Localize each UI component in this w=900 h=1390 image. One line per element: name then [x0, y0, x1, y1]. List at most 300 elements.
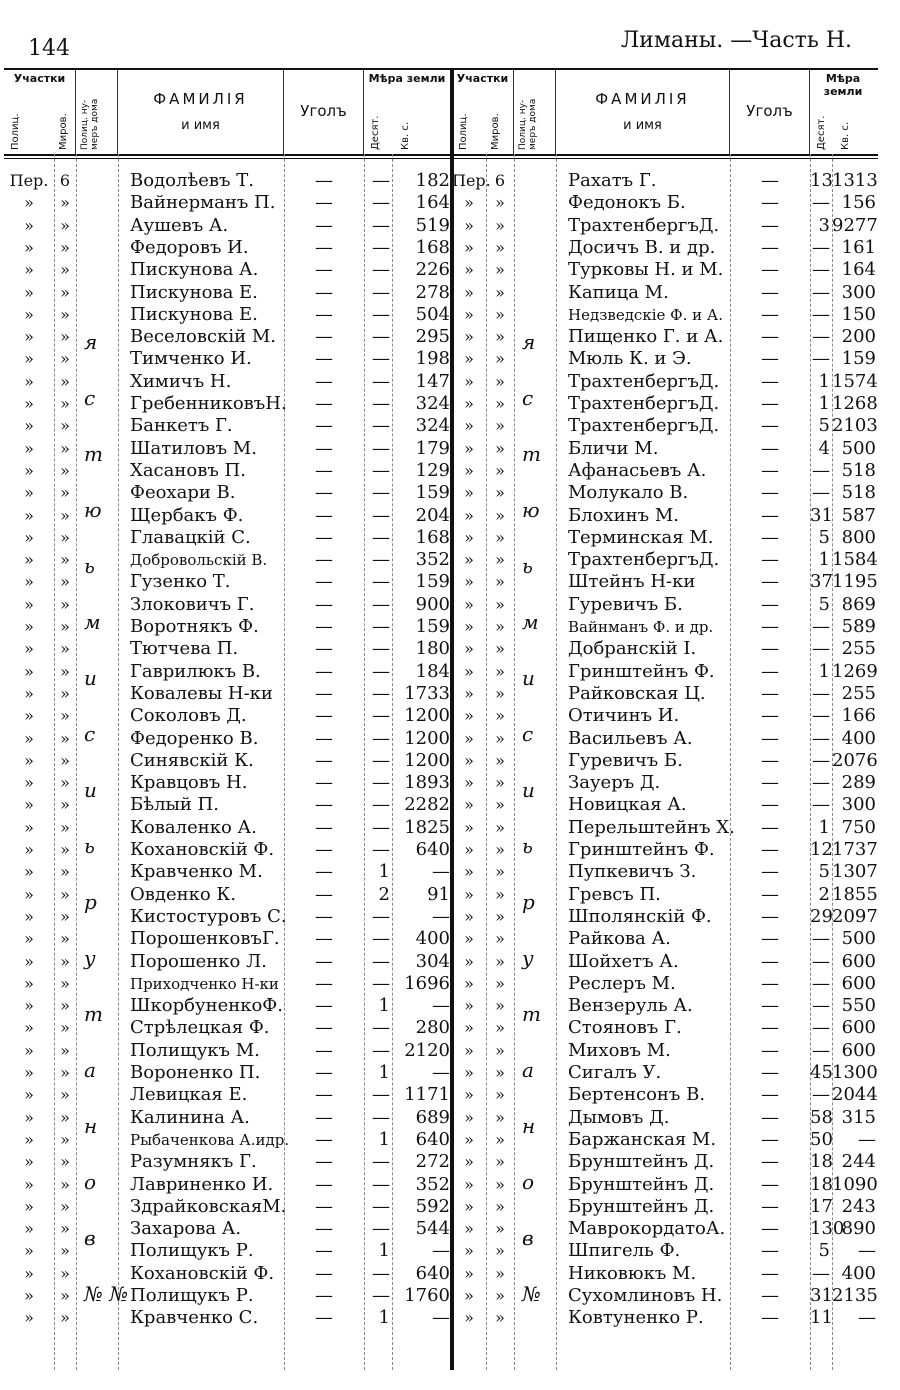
right-cell-m: » [495, 728, 505, 748]
left-cell-u: — [315, 772, 333, 794]
right-cell-d: 5 [818, 1240, 830, 1262]
left-cell-k: 159 [415, 482, 450, 504]
left-table-row [4, 304, 452, 326]
left-cell-m: » [60, 973, 70, 993]
left-cell-m: » [60, 906, 70, 926]
left-cell-u: — [315, 1039, 333, 1061]
left-cell-name: Тимченко И. [130, 348, 252, 370]
right-cell-d: — [812, 281, 830, 303]
left-familia-header [118, 70, 284, 154]
right-cell-d: — [812, 348, 830, 370]
left-cell-p: » [24, 215, 34, 235]
right-cell-d: — [812, 482, 830, 504]
right-cell-d: — [812, 259, 830, 281]
left-cell-u: — [315, 1151, 333, 1173]
right-cell-name: Терминская М. [568, 526, 714, 548]
left-street-letter: № № [84, 1282, 129, 1306]
right-cell-p: » [464, 505, 474, 525]
left-cell-name: Феохари В. [130, 482, 236, 504]
left-cell-name: Главацкій С. [130, 526, 251, 548]
right-cell-u: — [761, 459, 779, 481]
left-cell-name: Рыбаченкова А.идр. [130, 1130, 290, 1149]
left-table-row [4, 906, 452, 928]
right-cell-k: 518 [841, 459, 876, 481]
left-cell-m: » [60, 438, 70, 458]
right-cell-u: — [761, 616, 779, 637]
left-cell-k: 900 [415, 593, 450, 615]
right-cell-p: » [464, 929, 474, 949]
left-cell-m: » [60, 617, 70, 636]
right-ugol-header [730, 70, 810, 154]
left-cell-k: 640 [415, 1262, 450, 1284]
right-cell-p: » [464, 1107, 474, 1127]
right-cell-m: » [495, 1129, 505, 1149]
right-table-row [452, 839, 878, 861]
left-cell-u: — [315, 905, 333, 927]
right-cell-p: » [464, 884, 474, 904]
right-table-row [452, 638, 878, 660]
right-cell-m: » [495, 973, 505, 993]
left-cell-p: » [24, 1286, 34, 1305]
right-cell-u: — [761, 1062, 779, 1083]
left-cell-name: Вайнерманъ П. [130, 192, 276, 214]
right-cell-u: — [761, 370, 779, 392]
left-street-letter: т [84, 1002, 103, 1026]
right-cell-name: ТрахтенбергъД. [568, 370, 720, 392]
right-cell-u: — [761, 727, 779, 749]
left-cell-k: 280 [415, 1017, 450, 1039]
left-cell-p: » [24, 1063, 34, 1082]
left-cell-d: — [372, 170, 390, 191]
right-cell-d: — [812, 1262, 830, 1284]
left-cell-d: — [372, 772, 390, 794]
right-cell-u: — [761, 705, 779, 727]
left-cell-k: 179 [415, 437, 450, 459]
right-cell-name: Турковы Н. и М. [568, 259, 724, 281]
left-cell-d: — [372, 905, 390, 927]
left-cell-d: 1 [378, 1240, 390, 1262]
right-mera-header [810, 70, 876, 154]
right-cell-name: Перельштейнъ Х. [568, 816, 735, 838]
right-cell-m: » [495, 661, 505, 681]
left-table-row [4, 728, 452, 750]
right-cell-m: » [495, 572, 505, 592]
left-cell-p: » [24, 505, 34, 525]
left-cell-d: — [372, 950, 390, 972]
left-cell-k: 352 [415, 1173, 450, 1195]
left-cell-u: — [315, 437, 333, 459]
page-number: 144 [28, 36, 70, 61]
left-street-letter: о [84, 1170, 97, 1194]
left-cell-u: — [315, 950, 333, 972]
right-cell-d: — [812, 950, 830, 972]
right-cell-k: 400 [841, 727, 876, 749]
left-cell-u: — [315, 459, 333, 481]
right-table-row [452, 1218, 878, 1240]
left-cell-u: — [315, 705, 333, 727]
left-cell-name: Федоровъ И. [130, 236, 249, 258]
right-cell-u: — [761, 593, 779, 615]
right-cell-m: » [495, 996, 505, 1016]
right-cell-p: » [464, 1152, 474, 1172]
left-table-row [4, 1174, 452, 1196]
right-cell-u: — [761, 1195, 779, 1217]
left-cell-m: » [60, 460, 70, 480]
left-cell-p: » [24, 1152, 34, 1172]
right-cell-d: — [812, 616, 830, 637]
left-cell-p: » [24, 1107, 34, 1127]
left-table-row [4, 1129, 452, 1151]
right-table-row [452, 237, 878, 259]
left-cell-k: 592 [415, 1195, 450, 1217]
right-cell-m: » [495, 438, 505, 458]
right-cell-m: » [495, 327, 505, 347]
left-cell-u: — [315, 549, 333, 571]
right-nomer-header [514, 70, 556, 154]
left-cell-d: 1 [378, 1062, 390, 1083]
left-cell-d: — [372, 214, 390, 236]
left-cell-p: » [24, 639, 34, 659]
left-cell-d: — [372, 1285, 390, 1306]
right-cell-name: Райковская Ц. [568, 682, 706, 704]
right-familia-header [556, 70, 730, 154]
right-street-letter: о [522, 1170, 535, 1194]
left-polits-label: Полиц. [10, 113, 21, 150]
left-cell-m: » [60, 706, 70, 726]
right-cell-k: 1307 [832, 861, 878, 883]
left-cell-m: » [60, 1263, 70, 1283]
right-header-rule [452, 154, 878, 156]
right-cell-m: » [495, 282, 505, 302]
right-cell-k: 315 [841, 1106, 876, 1128]
left-cell-u: — [315, 259, 333, 281]
right-cell-m: » [495, 349, 505, 369]
right-cell-u: — [761, 1285, 779, 1306]
right-cell-k: 1737 [832, 839, 878, 860]
left-cell-k: 324 [415, 393, 450, 414]
left-table-row [4, 839, 452, 861]
left-cell-p: » [24, 1018, 34, 1038]
right-cell-d: — [812, 682, 830, 704]
right-table-row [452, 282, 878, 304]
left-cell-name: Разумнякъ Г. [130, 1151, 257, 1173]
right-table-row [452, 371, 878, 393]
right-cell-name: Райкова А. [568, 928, 671, 950]
left-cell-d: — [372, 259, 390, 281]
left-cell-k: 1171 [404, 1084, 450, 1106]
left-cell-u: — [315, 593, 333, 615]
left-cell-d: — [372, 816, 390, 838]
left-table-row [4, 638, 452, 660]
left-header-rule [4, 154, 452, 156]
right-cell-k: 2076 [832, 749, 878, 771]
left-uchastki-label: Участки [13, 72, 66, 85]
left-cell-k: 278 [415, 281, 450, 303]
left-cell-m: » [60, 505, 70, 525]
left-table-row [4, 817, 452, 839]
right-cell-p: » [464, 438, 474, 458]
right-cell-u: — [761, 549, 779, 571]
left-table-row [4, 282, 452, 304]
right-cell-p: Пер. [452, 171, 491, 190]
right-cell-m: » [495, 237, 505, 257]
right-cell-m: » [495, 304, 505, 324]
right-cell-m: » [495, 1018, 505, 1038]
right-table-row [452, 616, 878, 638]
right-cell-u: — [761, 393, 779, 414]
right-cell-d: 1 [818, 816, 830, 838]
right-cell-k: 289 [841, 772, 876, 794]
right-cell-k: 2044 [832, 1084, 878, 1106]
right-cell-name: Афанасьевъ А. [568, 459, 707, 481]
left-cell-u: — [315, 236, 333, 258]
left-cell-m: » [60, 282, 70, 302]
left-cell-p: » [24, 661, 34, 681]
right-cell-u: — [761, 638, 779, 660]
right-cell-u: — [761, 1084, 779, 1106]
right-cell-d: 5 [818, 593, 830, 615]
right-cell-name: Реслеръ М. [568, 972, 676, 994]
left-cell-k: 1200 [404, 727, 450, 749]
right-cell-k: 1313 [832, 170, 878, 191]
left-cell-d: — [372, 638, 390, 660]
right-table-row [452, 1062, 878, 1084]
left-cell-m: » [60, 1241, 70, 1261]
right-cell-d: 12 [810, 839, 833, 860]
right-cell-m: » [495, 750, 505, 770]
right-cell-k: 1268 [832, 393, 878, 414]
right-cell-d: — [812, 1084, 830, 1106]
left-cell-m: » [60, 661, 70, 681]
right-table-row [452, 1129, 878, 1151]
right-cell-k: 500 [841, 928, 876, 950]
right-cell-m: » [495, 1219, 505, 1239]
right-cell-k: 1574 [832, 370, 878, 392]
left-street-letter: и [84, 778, 97, 802]
right-cell-k: 1269 [832, 660, 878, 682]
left-cell-d: — [372, 1106, 390, 1128]
right-cell-u: — [761, 348, 779, 370]
right-cell-m: » [495, 617, 505, 636]
right-cell-u: — [761, 303, 779, 325]
left-cell-name: Водолѣевъ Т. [130, 170, 254, 191]
right-cell-m: » [495, 594, 505, 614]
right-street-letter: у [522, 946, 534, 970]
left-cell-k: 689 [415, 1106, 450, 1128]
right-cell-name: Ковтуненко Р. [568, 1307, 704, 1329]
right-cell-k: 750 [841, 816, 876, 838]
right-cell-m: » [495, 773, 505, 793]
left-cell-m: » [60, 1196, 70, 1216]
right-cell-p: » [464, 416, 474, 436]
left-cell-name: Овденко К. [130, 883, 237, 905]
left-table-row [4, 928, 452, 950]
left-cell-m: » [60, 1107, 70, 1127]
left-cell-name: Кравцовъ Н. [130, 772, 248, 794]
left-table-row [4, 1263, 452, 1285]
left-table-row [4, 1017, 452, 1039]
left-cell-u: — [315, 571, 333, 593]
left-cell-u: — [315, 928, 333, 950]
left-cell-d: — [372, 236, 390, 258]
left-cell-d: 1 [378, 1128, 390, 1150]
left-cell-m: » [60, 929, 70, 949]
left-cell-d: — [372, 437, 390, 459]
left-table-row [4, 1218, 452, 1240]
right-cell-d: 58 [810, 1106, 833, 1128]
left-cell-p: » [24, 996, 34, 1016]
right-table-row [452, 415, 878, 437]
left-table-row [4, 1196, 452, 1218]
right-cell-k: 200 [841, 326, 876, 348]
right-table-row [452, 393, 878, 415]
left-cell-m: » [60, 1174, 70, 1194]
left-cell-p: » [24, 773, 34, 793]
right-cell-k: 600 [841, 972, 876, 994]
left-table-row [4, 750, 452, 772]
left-mera-header [364, 70, 450, 154]
right-cell-u: — [761, 214, 779, 236]
left-cell-p: » [24, 951, 34, 971]
right-cell-d: — [812, 772, 830, 794]
left-cell-name: Пискунова Е. [130, 303, 258, 325]
right-street-letter: я [522, 330, 536, 354]
left-cell-p: » [24, 795, 34, 815]
left-cell-k: 180 [415, 638, 450, 660]
left-cell-u: — [315, 682, 333, 704]
right-cell-d: 18 [810, 1173, 833, 1195]
left-cell-name: Синявскій К. [130, 749, 254, 771]
right-cell-m: » [495, 1286, 505, 1305]
right-cell-p: » [464, 237, 474, 257]
left-cell-u: — [315, 1285, 333, 1306]
right-cell-d: — [812, 749, 830, 771]
right-table-row [452, 951, 878, 973]
right-cell-name: Шойхетъ А. [568, 950, 679, 972]
right-table-row [452, 326, 878, 348]
right-cell-p: » [464, 1308, 474, 1328]
left-cell-d: — [372, 348, 390, 370]
left-cell-m: » [60, 639, 70, 659]
right-cell-k: 600 [841, 1017, 876, 1039]
right-cell-m: » [495, 260, 505, 280]
right-cell-p: » [464, 661, 474, 681]
left-cell-u: — [315, 170, 333, 191]
right-cell-u: — [761, 883, 779, 905]
left-table-row [4, 438, 452, 460]
left-cell-p: » [24, 617, 34, 636]
left-cell-m: » [60, 1129, 70, 1149]
left-cell-m: » [60, 1085, 70, 1105]
right-cell-name: Добранскій І. [568, 638, 697, 660]
right-street-letter: ь [522, 554, 533, 578]
right-cell-m: » [495, 394, 505, 413]
right-table-row [452, 527, 878, 549]
left-cell-k: 1825 [404, 816, 450, 838]
right-cell-name: Пищенко Г. и А. [568, 326, 724, 348]
left-cell-m: » [60, 795, 70, 815]
left-cell-d: — [372, 1195, 390, 1217]
left-table-row [4, 1151, 452, 1173]
left-street-letter: н [84, 1114, 98, 1138]
right-cell-p: » [464, 327, 474, 347]
right-cell-k: 1300 [832, 1062, 878, 1083]
left-cell-p: » [24, 683, 34, 703]
right-cell-k: 2103 [832, 415, 878, 437]
right-cell-p: » [464, 572, 474, 592]
left-street-letter: с [84, 386, 96, 410]
left-cell-d: — [372, 415, 390, 437]
right-cell-name: ТрахтенбергъД. [568, 214, 720, 236]
right-cell-u: — [761, 415, 779, 437]
left-cell-k: 1696 [404, 972, 450, 994]
left-cell-p: » [24, 1174, 34, 1194]
left-cell-u: — [315, 727, 333, 749]
right-cell-name: Вензеруль А. [568, 995, 693, 1017]
right-cell-u: — [761, 816, 779, 838]
right-street-letter: ь [522, 834, 533, 858]
left-cell-k: 640 [415, 1128, 450, 1150]
right-cell-m: » [495, 371, 505, 391]
right-cell-p: » [464, 460, 474, 480]
right-table-row [452, 661, 878, 683]
right-familia-label: ФАМИЛІЯ [595, 90, 690, 108]
left-cell-k: 129 [415, 459, 450, 481]
left-cell-m: » [60, 1040, 70, 1060]
right-mirov-label: Миров. [490, 113, 501, 150]
left-cell-p: » [24, 438, 34, 458]
right-street-letter: ю [522, 498, 540, 522]
left-cell-u: — [315, 504, 333, 526]
right-cell-p: » [464, 1129, 474, 1149]
right-cell-p: » [464, 750, 474, 770]
left-cell-m: » [60, 193, 70, 213]
right-cell-k: 300 [841, 281, 876, 303]
left-table-row [4, 460, 452, 482]
right-cell-name: Васильевъ А. [568, 727, 693, 749]
right-cell-name: Шпигель Ф. [568, 1240, 681, 1262]
right-cell-u: — [761, 1128, 779, 1150]
right-cell-name: Гринштейнъ Ф. [568, 660, 715, 682]
left-uchastki-header [4, 70, 76, 154]
left-cell-u: — [315, 995, 333, 1017]
left-table-row [4, 1062, 452, 1084]
right-imya-label: и имя [623, 118, 662, 133]
right-table-row [452, 861, 878, 883]
left-cell-d: — [372, 303, 390, 325]
left-header-rule2 [4, 158, 452, 159]
right-street-letter: т [522, 1002, 541, 1026]
left-cell-d: — [372, 504, 390, 526]
right-cell-name: ТрахтенбергъД. [568, 549, 720, 571]
right-street-letter: а [522, 1058, 534, 1082]
right-half [452, 70, 878, 1370]
left-table-row [4, 594, 452, 616]
left-cell-name: Кохановскій Ф. [130, 1262, 275, 1284]
left-cell-d: — [372, 794, 390, 816]
right-cell-d: — [812, 995, 830, 1017]
left-cell-m: » [60, 750, 70, 770]
left-cell-d: — [372, 1151, 390, 1173]
right-cell-d: 13 [810, 170, 833, 191]
right-table-row [452, 705, 878, 727]
right-cell-m: » [495, 795, 505, 815]
left-table-row [4, 259, 452, 281]
left-cell-k: 324 [415, 415, 450, 437]
right-cell-m: » [495, 460, 505, 480]
left-cell-m: » [60, 483, 70, 503]
right-cell-k: 243 [841, 1195, 876, 1217]
